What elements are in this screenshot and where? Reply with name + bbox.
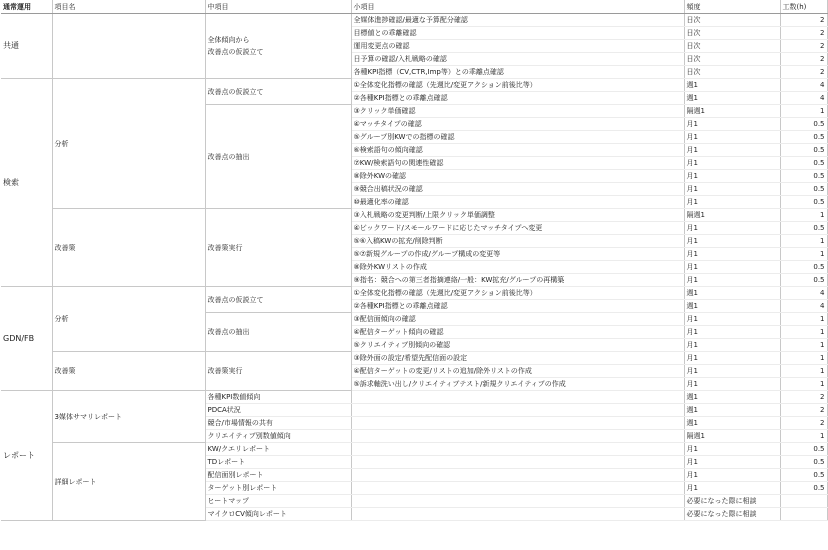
hours-cell: 2 (780, 404, 827, 417)
mid-item-cell: 改善策実行 (205, 209, 351, 287)
hours-cell: 0.5 (780, 261, 827, 274)
sub-item-cell (351, 495, 684, 508)
mid-item-cell: KW/クエリレポート (205, 443, 351, 456)
item-name-cell: 改善策 (52, 352, 205, 391)
hours-cell: 1 (780, 105, 827, 118)
mid-item-cell (205, 14, 351, 79)
sub-item-cell: 全媒体進捗確認/最適な予算配分確認 (351, 14, 684, 27)
hours-cell: 0.5 (780, 274, 827, 287)
hours-cell: 0.5 (780, 157, 827, 170)
item-name-cell: 分析 (52, 79, 205, 209)
sub-item-cell: 各種KPI指標（CV,CTR,Imp等）との乖離点確認 (351, 66, 684, 79)
hours-cell: 1 (780, 209, 827, 222)
mid-item-cell: 改善点の抽出 (205, 105, 351, 209)
hours-cell: 1 (780, 378, 827, 391)
sub-item-cell: 目標値との乖離確認 (351, 27, 684, 40)
sub-item-cell: ②各種KPI指標との乖離点確認 (351, 92, 684, 105)
sub-item-cell: ⑦KW/検索語句の関連性確認 (351, 157, 684, 170)
hours-cell: 1 (780, 430, 827, 443)
frequency-cell: 月1 (684, 131, 780, 144)
sub-item-cell (351, 391, 684, 404)
frequency-cell: 月1 (684, 196, 780, 209)
frequency-cell: 必要になった際に相談 (684, 508, 780, 521)
sub-item-cell: ⑨指名：競合への第三者指摘連絡/一般：KW拡充/グループの再構築 (351, 274, 684, 287)
sub-item-cell: ⑤⑥入稿KWの拡充/削除判断 (351, 235, 684, 248)
sub-item-cell: ④配信ターゲット傾向の確認 (351, 326, 684, 339)
sub-item-cell (351, 456, 684, 469)
hours-cell (780, 508, 827, 521)
frequency-cell: 月1 (684, 144, 780, 157)
hours-cell: 0.5 (780, 118, 827, 131)
item-name-cell: 3媒体サマリレポート (52, 391, 205, 443)
category-cell: レポート (1, 391, 52, 521)
table-row (1, 14, 827, 27)
mid-item-cell: 改善点の仮説立て (205, 287, 351, 313)
frequency-cell: 日次 (684, 27, 780, 40)
operations-table (1, 0, 828, 521)
sub-item-cell: ⑥検索語句の傾向確認 (351, 144, 684, 157)
hours-cell: 2 (780, 391, 827, 404)
frequency-cell: 月1 (684, 222, 780, 235)
frequency-cell: 月1 (684, 313, 780, 326)
header-item-name: 項目名 (52, 0, 205, 14)
hours-cell: 2 (780, 66, 827, 79)
frequency-cell: 週1 (684, 79, 780, 92)
header-frequency: 頻度 (684, 0, 780, 14)
hours-cell: 0.5 (780, 144, 827, 157)
sub-item-cell: ②各種KPI指標との乖離点確認 (351, 300, 684, 313)
frequency-cell: 月1 (684, 261, 780, 274)
table-row (1, 79, 827, 92)
hours-cell: 1 (780, 365, 827, 378)
hours-cell: 2 (780, 40, 827, 53)
table-body (1, 14, 827, 521)
mid-item-cell: ターゲット別レポート (205, 482, 351, 495)
frequency-cell: 月1 (684, 456, 780, 469)
sub-item-cell: ⑧除外KWリストの作成 (351, 261, 684, 274)
frequency-cell: 月1 (684, 326, 780, 339)
mid-item-text: 全体傾向から 改善点の仮説立て (207, 36, 264, 56)
frequency-cell: 月1 (684, 170, 780, 183)
hours-cell: 0.5 (780, 131, 827, 144)
frequency-cell: 月1 (684, 339, 780, 352)
header-sub-item: 小項目 (351, 0, 684, 14)
hours-cell: 0.5 (780, 170, 827, 183)
category-cell: GDN/FB (1, 287, 52, 391)
hours-cell: 1 (780, 352, 827, 365)
frequency-cell: 日次 (684, 40, 780, 53)
sub-item-cell (351, 443, 684, 456)
sub-item-cell: ⑤訴求軸洗い出し/クリエイティブテスト/新規クリエイティブの作成 (351, 378, 684, 391)
frequency-cell: 必要になった際に相談 (684, 495, 780, 508)
mid-item-cell: 配信面別レポート (205, 469, 351, 482)
sub-item-cell: 運用変更点の確認 (351, 40, 684, 53)
sub-item-cell: ③入札戦略の変更判断/上限クリック単価調整 (351, 209, 684, 222)
hours-cell: 4 (780, 287, 827, 300)
frequency-cell: 隔週1 (684, 105, 780, 118)
sub-item-cell: ⑨競合出稿状況の確認 (351, 183, 684, 196)
table-row (1, 287, 827, 300)
frequency-cell: 日次 (684, 66, 780, 79)
table-row (1, 391, 827, 404)
sub-item-cell: ④マッチタイプの確認 (351, 118, 684, 131)
item-name-cell: 分析 (52, 287, 205, 352)
hours-cell: 2 (780, 53, 827, 66)
sub-item-cell: ④ビックワード/スモールワードに応じたマッチタイプへ変更 (351, 222, 684, 235)
hours-cell: 4 (780, 79, 827, 92)
hours-cell: 0.5 (780, 482, 827, 495)
mid-item-cell: 改善点の抽出 (205, 313, 351, 352)
mid-item-cell: 各種KPI数値傾向 (205, 391, 351, 404)
hours-cell: 0.5 (780, 443, 827, 456)
hours-cell: 0.5 (780, 196, 827, 209)
mid-item-cell: PDCA状況 (205, 404, 351, 417)
frequency-cell: 月1 (684, 378, 780, 391)
header-category: 通常運用 (1, 0, 52, 14)
mid-item-cell: マイクロCV傾向レポート (205, 508, 351, 521)
hours-cell: 0.5 (780, 469, 827, 482)
hours-cell: 4 (780, 92, 827, 105)
sub-item-cell: ③クリック単価確認 (351, 105, 684, 118)
frequency-cell: 月1 (684, 365, 780, 378)
sub-item-cell: ⑤クリエイティブ別傾向の確認 (351, 339, 684, 352)
sub-item-cell: ⑤グループ別KWでの指標の確認 (351, 131, 684, 144)
hours-cell: 4 (780, 300, 827, 313)
frequency-cell: 週1 (684, 92, 780, 105)
sub-item-cell: ①全体変化指標の確認（先週比/変更アクション前後比等） (351, 287, 684, 300)
mid-item-cell: 改善策実行 (205, 352, 351, 391)
frequency-cell: 隔週1 (684, 430, 780, 443)
hours-cell: 0.5 (780, 456, 827, 469)
header-row (1, 0, 827, 14)
frequency-cell: 月1 (684, 118, 780, 131)
hours-cell: 2 (780, 417, 827, 430)
table-row (1, 352, 827, 365)
sub-item-cell: ③除外面の設定/希望先配信面の設定 (351, 352, 684, 365)
table-row (1, 209, 827, 222)
frequency-cell: 月1 (684, 248, 780, 261)
sub-item-cell (351, 404, 684, 417)
frequency-cell: 月1 (684, 235, 780, 248)
hours-cell: 2 (780, 14, 827, 27)
sub-item-cell: 日予算の確認/入札戦略の確認 (351, 53, 684, 66)
mid-item-cell: クリエイティブ別数値傾向 (205, 430, 351, 443)
header-mid-item: 中項目 (205, 0, 351, 14)
frequency-cell: 週1 (684, 300, 780, 313)
sub-item-cell (351, 417, 684, 430)
hours-cell: 1 (780, 339, 827, 352)
frequency-cell: 月1 (684, 443, 780, 456)
sub-item-cell: ①全体変化指標の確認（先週比/変更アクション前後比等） (351, 79, 684, 92)
sub-item-cell: ⑤⑦新規グループの作成/グループ構成の変更等 (351, 248, 684, 261)
mid-item-cell: 競合/市場情報の共有 (205, 417, 351, 430)
sub-item-cell: ⑧除外KWの確認 (351, 170, 684, 183)
hours-cell: 0.5 (780, 183, 827, 196)
sub-item-cell (351, 469, 684, 482)
hours-cell (780, 495, 827, 508)
hours-cell: 1 (780, 235, 827, 248)
hours-cell: 1 (780, 326, 827, 339)
hours-cell: 0.5 (780, 222, 827, 235)
frequency-cell: 月1 (684, 157, 780, 170)
frequency-cell: 月1 (684, 183, 780, 196)
item-name-cell: 詳細レポート (52, 443, 205, 521)
sub-item-cell (351, 508, 684, 521)
category-cell: 共通 (1, 14, 52, 79)
hours-cell: 2 (780, 27, 827, 40)
frequency-cell: 月1 (684, 482, 780, 495)
sub-item-cell (351, 430, 684, 443)
frequency-cell: 月1 (684, 352, 780, 365)
mid-item-cell: TDレポート (205, 456, 351, 469)
sub-item-cell: ③配信面傾向の確認 (351, 313, 684, 326)
item-name-cell (52, 14, 205, 79)
sub-item-cell (351, 482, 684, 495)
frequency-cell: 月1 (684, 274, 780, 287)
item-name-cell: 改善策 (52, 209, 205, 287)
sub-item-cell: ④配信ターゲットの変更/リストの追加/除外リストの作成 (351, 365, 684, 378)
mid-item-cell: 改善点の仮説立て (205, 79, 351, 105)
sub-item-cell: ⑩最適化率の確認 (351, 196, 684, 209)
hours-cell: 1 (780, 248, 827, 261)
frequency-cell: 週1 (684, 417, 780, 430)
frequency-cell: 日次 (684, 53, 780, 66)
table-row (1, 443, 827, 456)
mid-item-cell: ヒートマップ (205, 495, 351, 508)
frequency-cell: 週1 (684, 287, 780, 300)
category-cell: 検索 (1, 79, 52, 287)
header-hours: 工数(h) (780, 0, 827, 14)
frequency-cell: 日次 (684, 14, 780, 27)
frequency-cell: 隔週1 (684, 209, 780, 222)
frequency-cell: 週1 (684, 404, 780, 417)
frequency-cell: 月1 (684, 469, 780, 482)
frequency-cell: 週1 (684, 391, 780, 404)
hours-cell: 1 (780, 313, 827, 326)
